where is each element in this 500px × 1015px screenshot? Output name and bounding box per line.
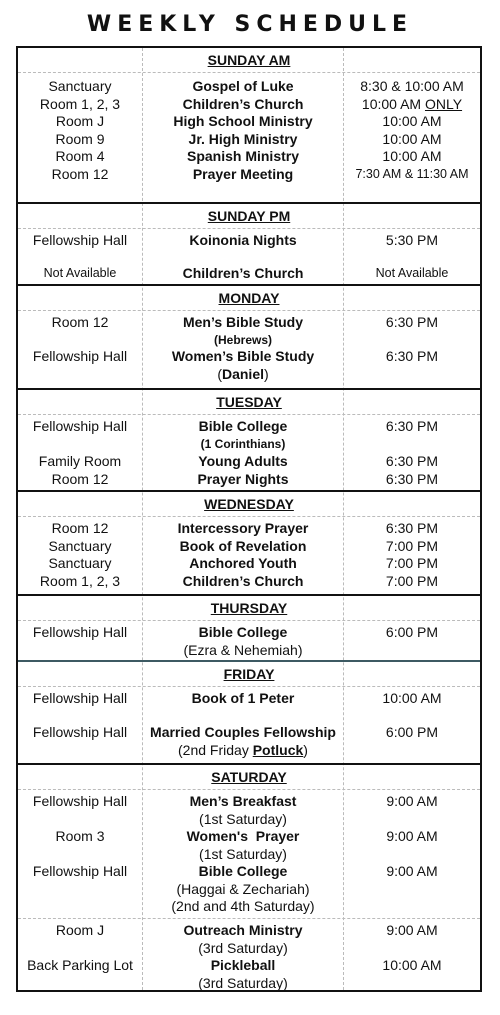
event: Jr. High Ministry: [188, 130, 298, 147]
time: 10:00 AM: [382, 957, 442, 973]
room: Fellowship Hall: [32, 863, 128, 879]
schedule-table: [16, 46, 482, 992]
event-note: (Haggai & Zechariah): [176, 880, 310, 897]
row-divider: [18, 918, 480, 919]
event: Men’s Bible Study (Hebrews): [143, 314, 343, 349]
event: Book of 1 Peter: [191, 690, 295, 706]
event: Prayer Meeting: [192, 165, 294, 182]
time: 6:30 PM: [385, 520, 439, 536]
event: Men’s Breakfast (1st Saturday): [143, 793, 343, 828]
event: Pickleball (3rd Saturday): [143, 957, 343, 992]
time: 9:00 AM: [386, 922, 438, 938]
room: Room 12: [51, 520, 109, 536]
event: Bible College (Haggai & Zechariah) (2nd and 4th Saturday): [143, 863, 343, 916]
time: 6:30 PM: [385, 314, 439, 330]
section-sunday-am: [18, 48, 480, 202]
room: Sanctuary: [48, 78, 112, 94]
time: 6:30 PM: [385, 418, 439, 434]
section-heading: SATURDAY: [18, 765, 480, 790]
event: Children’s Church: [182, 265, 304, 281]
room: Room 12: [51, 165, 109, 182]
time: 9:00 AM: [386, 793, 438, 809]
event-note: (1 Corinthians): [200, 436, 286, 451]
section-tuesday: [18, 388, 480, 492]
event: Book of Revelation: [179, 537, 307, 554]
time: 10:00 AM ONLY: [361, 95, 463, 112]
room: Sanctuary: [48, 555, 112, 571]
section-heading: MONDAY: [18, 286, 480, 311]
event-note: (2nd Friday Potluck): [178, 741, 308, 758]
event: Young Adults: [198, 453, 288, 469]
room: Sanctuary: [48, 537, 112, 554]
section-saturday: [18, 763, 480, 994]
room: Fellowship Hall: [32, 690, 128, 706]
room: Room 3: [55, 828, 105, 844]
time: 9:00 AM: [386, 863, 438, 879]
room: Back Parking Lot: [27, 957, 133, 973]
event: Children’s Church: [182, 95, 304, 112]
section-thursday: [18, 594, 480, 662]
section-heading: WEDNESDAY: [18, 492, 480, 517]
room: Room 12: [51, 314, 109, 330]
time: 8:30 & 10:00 AM: [360, 78, 464, 94]
room: Family Room: [38, 453, 122, 469]
event: Bible College (1 Corinthians): [143, 418, 343, 453]
event-note: (1st Saturday): [199, 810, 287, 827]
time: 10:00 AM: [382, 148, 442, 164]
section-heading: SUNDAY PM: [18, 204, 480, 229]
time: 7:00 PM: [385, 572, 439, 589]
room: Fellowship Hall: [32, 624, 128, 640]
event: Gospel of Luke: [192, 78, 294, 94]
time: 6:00 PM: [385, 724, 439, 740]
section-heading: SUNDAY AM: [18, 48, 480, 73]
event-note: (Daniel): [217, 365, 269, 382]
room: Fellowship Hall: [32, 793, 128, 809]
event: Intercessory Prayer: [177, 520, 309, 536]
time: Not Available: [375, 266, 449, 280]
event: Koinonia Nights: [189, 232, 297, 248]
event-note: (2nd and 4th Saturday): [171, 898, 315, 914]
section-heading: THURSDAY: [18, 596, 480, 621]
event-note: (3rd Saturday): [198, 974, 288, 991]
section-wednesday: [18, 490, 480, 596]
event-note: (Hebrews): [213, 332, 272, 347]
room: Fellowship Hall: [32, 418, 128, 434]
event: Bible College (Ezra & Nehemiah): [143, 624, 343, 659]
time: 7:00 PM: [385, 537, 439, 554]
room: Room J: [55, 113, 105, 129]
room: Fellowship Hall: [32, 724, 128, 740]
event: Prayer Nights: [197, 470, 289, 487]
room: Room 4: [55, 148, 105, 164]
section-friday: [18, 660, 480, 765]
section-heading: FRIDAY: [18, 662, 480, 687]
time: 5:30 PM: [385, 232, 439, 248]
time: 6:30 PM: [385, 348, 439, 364]
time: 7:30 AM & 11:30 AM: [355, 166, 469, 181]
event: Married Couples Fellowship (2nd Friday Potluck): [143, 724, 343, 759]
event: Women's Prayer (1st Saturday): [143, 828, 343, 863]
section-heading: TUESDAY: [18, 390, 480, 415]
room: Room J: [55, 922, 105, 938]
time: 9:00 AM: [386, 828, 438, 844]
room: Not Available: [43, 266, 117, 280]
section-sunday-pm: [18, 202, 480, 286]
event-note: (3rd Saturday): [198, 939, 288, 956]
event-note: (1st Saturday): [199, 845, 287, 862]
time-note: ONLY: [424, 95, 463, 112]
room: Room 9: [55, 130, 105, 147]
section-monday: [18, 284, 480, 390]
event: Women’s Bible Study (Daniel): [143, 348, 343, 383]
time: 10:00 AM: [382, 113, 442, 129]
event: Spanish Ministry: [186, 148, 300, 164]
room: Room 1, 2, 3: [39, 95, 121, 112]
room: Room 1, 2, 3: [39, 572, 121, 589]
event-note: (Ezra & Nehemiah): [183, 641, 303, 658]
page-title: WEEKLY SCHEDULE: [86, 12, 414, 37]
event: Children’s Church: [182, 572, 304, 589]
time: 6:30 PM: [385, 470, 439, 487]
room: Fellowship Hall: [32, 348, 128, 364]
room: Fellowship Hall: [32, 232, 128, 248]
event: High School Ministry: [173, 113, 313, 129]
event: Anchored Youth: [189, 555, 297, 571]
time: 6:00 PM: [385, 624, 439, 640]
time: 7:00 PM: [385, 555, 439, 571]
time: 10:00 AM: [382, 130, 442, 147]
time: 10:00 AM: [382, 690, 442, 706]
event: Outreach Ministry (3rd Saturday): [143, 922, 343, 957]
time: 6:30 PM: [385, 453, 439, 469]
room: Room 12: [51, 470, 109, 487]
